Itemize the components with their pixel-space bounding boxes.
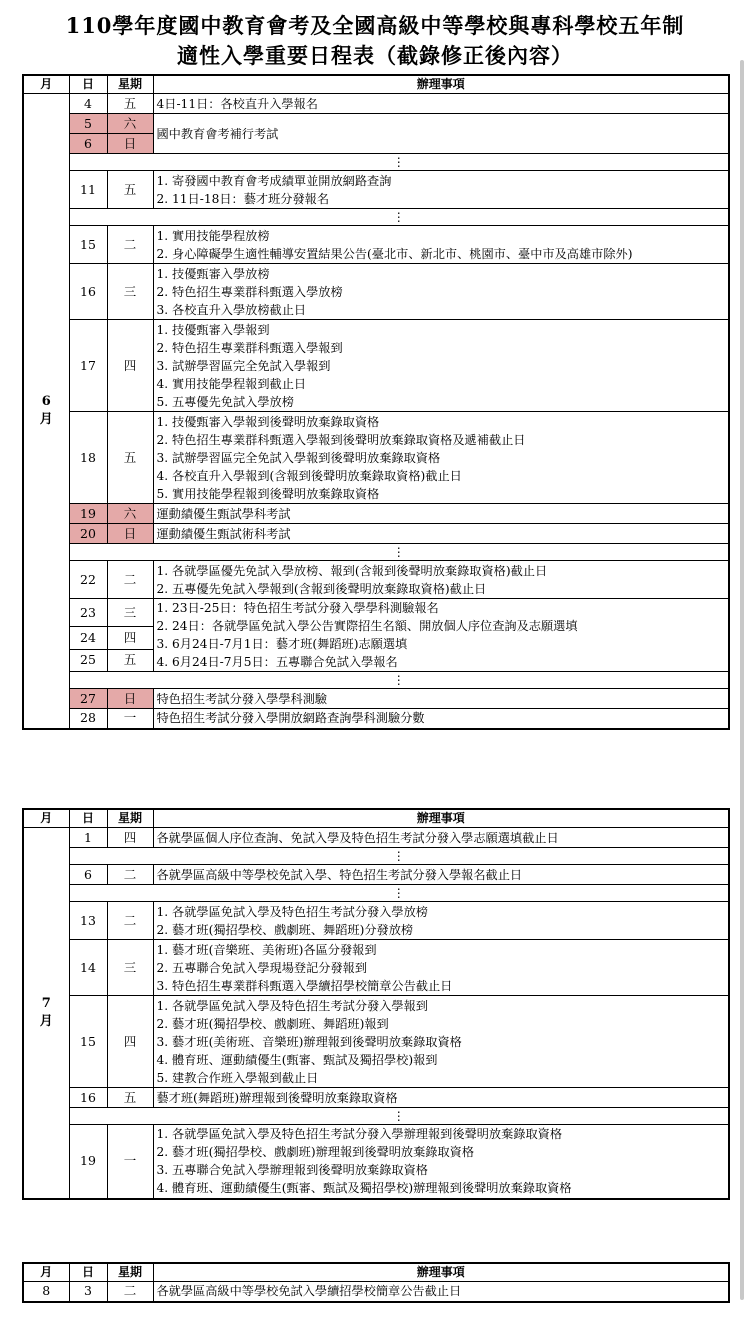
day-cell: 27 [69,689,107,709]
header-weekday: 星期 [107,1263,153,1282]
header-day: 日 [69,75,107,94]
header-weekday: 星期 [107,75,153,94]
event-cell [153,1088,729,1108]
table-row [23,1282,729,1302]
header-weekday: 星期 [107,809,153,828]
table-row [23,94,729,114]
event-cell [153,561,729,599]
weekday-cell: 四 [107,996,153,1088]
weekday-cell: 日 [107,134,153,154]
event-item: 1. 各就學區優先免試入學放榜、報到(含報到後聲明放棄錄取資格)截止日 [156,563,548,578]
month-cell: 7 月 [23,828,69,1199]
july-schedule-table [22,808,730,1200]
ellipsis-row [23,672,729,689]
ellipsis-cell: ⋮ [69,544,729,561]
event-cell [153,320,729,412]
event-item: 運動績優生甄試術科考試 [156,526,291,541]
day-cell: 1 [69,828,107,848]
header-day: 日 [69,1263,107,1282]
weekday-cell: 二 [107,865,153,885]
header-items: 辦理事項 [153,75,729,94]
weekday-cell: 日 [107,689,153,709]
day-cell: 23 [69,599,107,627]
august-schedule-table [22,1262,730,1303]
event-item: 3. 特色招生專業群科甄選入學續招學校簡章公告截止日 [156,978,453,993]
ellipsis-row [23,1108,729,1125]
event-item: 2. 身心障礙學生適性輔導安置結果公告(臺北市、新北市、桃園市、臺中市及高雄市除外) [156,246,633,261]
weekday-cell: 三 [107,940,153,996]
event-item: 3. 試辦學習區完全免試入學報到 [156,358,331,373]
event-item: 1. 藝才班(音樂班、美術班)各區分發報到 [156,942,377,957]
day-cell: 13 [69,902,107,940]
weekday-cell: 日 [107,524,153,544]
june-schedule-table [22,74,730,730]
day-cell: 25 [69,649,107,671]
event-item: 3. 6月24日-7月1日：藝才班(舞蹈班)志願選填 [156,637,408,651]
event-cell [153,412,729,504]
event-cell [153,828,729,848]
table-row [23,226,729,264]
event-cell [153,902,729,940]
day-cell: 17 [69,320,107,412]
event-item: 運動績優生甄試學科考試 [156,506,291,521]
day-cell: 3 [69,1282,107,1302]
page-title-line2: 適性入學重要日程表（截錄修正後內容） [177,43,573,68]
event-cell [153,996,729,1088]
event-item: 2. 11日-18日：藝才班分發報名 [156,191,330,206]
table-row [23,524,729,544]
day-cell: 16 [69,1088,107,1108]
header-items: 辦理事項 [153,809,729,828]
ellipsis-row [23,209,729,226]
month-cell: 8 [23,1282,69,1302]
event-item: 各就學區高級中等學校免試入學、特色招生考試分發入學報名截止日 [156,867,523,882]
table-row [23,709,729,729]
header-month: 月 [23,75,69,94]
ellipsis-cell: ⋮ [69,209,729,226]
weekday-cell: 三 [107,264,153,320]
table-row [23,171,729,209]
event-item: 3. 試辦學習區完全免試入學報到後聲明放棄錄取資格 [156,450,441,465]
ellipsis-cell: ⋮ [69,1108,729,1125]
page-title-line1: 110學年度國中教育會考及全國高級中等學校與專科學校五年制 [65,13,685,38]
header-day: 日 [69,809,107,828]
event-cell [153,114,729,154]
weekday-cell: 五 [107,94,153,114]
event-item: 5. 五專優先免試入學放榜 [156,394,294,409]
event-item: 2. 特色招生專業群科甄選入學報到後聲明放棄錄取資格及遞補截止日 [156,432,526,447]
event-item: 藝才班(舞蹈班)辦理報到後聲明放棄錄取資格 [156,1090,398,1105]
weekday-cell: 二 [107,1282,153,1302]
weekday-cell: 五 [107,1088,153,1108]
weekday-cell: 二 [107,226,153,264]
event-item: 4. 6月24日-7月5日：五專聯合免試入學報名 [156,655,398,669]
event-item: 2. 五專優先免試入學報到(含報到後聲明放棄錄取資格)截止日 [156,581,487,596]
table-row [23,689,729,709]
event-item: 2. 五專聯合免試入學現場登記分發報到 [156,960,368,975]
day-cell: 6 [69,134,107,154]
event-item: 2. 特色招生專業群科甄選入學報到 [156,340,343,355]
day-cell: 15 [69,226,107,264]
table-row [23,828,729,848]
scrollbar[interactable] [740,60,744,1300]
table-row [23,114,729,134]
ellipsis-row [23,544,729,561]
event-item: 1. 各就學區免試入學及特色招生考試分發入學辦理報到後聲明放棄錄取資格 [156,1127,563,1142]
day-cell: 19 [69,504,107,524]
weekday-cell: 三 [107,599,153,627]
event-item: 特色招生考試分發入學開放網路查詢學科測驗分數 [156,711,425,726]
day-cell: 5 [69,114,107,134]
table-row [23,865,729,885]
ellipsis-cell: ⋮ [69,672,729,689]
event-item: 特色招生考試分發入學學科測驗 [156,691,328,706]
event-cell [153,264,729,320]
event-item: 1. 寄發國中教育會考成績單並開放網路查詢 [156,173,392,188]
weekday-cell: 四 [107,320,153,412]
table-row [23,1125,729,1199]
table-row [23,599,729,627]
event-cell: 各就學區高級中等學校免試入學續招學校簡章公告截止日 [153,1282,729,1302]
event-item: 1. 23日-25日：特色招生考試分發入學學科測驗報名 [156,601,439,615]
event-item: 3. 藝才班(美術班、音樂班)辦理報到後聲明放棄錄取資格 [156,1034,462,1049]
weekday-cell: 五 [107,171,153,209]
event-item: 4. 體育班、運動績優生(甄審、甄試及獨招學校)報到 [156,1052,438,1067]
weekday-cell: 一 [107,1125,153,1199]
event-item: 2. 藝才班(獨招學校、戲劇班、舞蹈班)分發放榜 [156,922,414,937]
event-item: 各就學區個人序位查詢、免試入學及特色招生考試分發入學志願選填截止日 [156,830,559,845]
event-cell [153,504,729,524]
event-item: 1. 各就學區免試入學及特色招生考試分發入學報到 [156,998,428,1013]
event-item: 2. 24日：各就學區免試入學公告實際招生名額、開放個人序位查詢及志願選填 [156,619,578,633]
event-item: 4. 各校直升入學報到(含報到後聲明放棄錄取資格)截止日 [156,468,462,483]
event-item: 1. 各就學區免試入學及特色招生考試分發入學放榜 [156,904,428,919]
day-cell: 11 [69,171,107,209]
ellipsis-row [23,885,729,902]
event-cell [153,940,729,996]
weekday-cell: 二 [107,902,153,940]
event-item: 1. 技優甄審入學報到後聲明放棄錄取資格 [156,414,380,429]
event-item: 1. 實用技能學程放榜 [156,228,270,243]
day-cell: 19 [69,1125,107,1199]
header-month: 月 [23,809,69,828]
event-cell [153,689,729,709]
weekday-cell: 六 [107,114,153,134]
event-cell [153,865,729,885]
event-cell [153,709,729,729]
event-item: 1. 技優甄審入學放榜 [156,266,270,281]
header-items: 辦理事項 [153,1263,729,1282]
ellipsis-cell: ⋮ [69,154,729,171]
event-item: 5. 建教合作班入學報到截止日 [156,1070,319,1085]
weekday-cell: 四 [107,828,153,848]
day-cell: 4 [69,94,107,114]
event-item: 3. 各校直升入學放榜截止日 [156,302,307,317]
header-month: 月 [23,1263,69,1282]
event-item: 4. 體育班、運動績優生(甄審、甄試及獨招學校)辦理報到後聲明放棄錄取資格 [156,1181,572,1196]
weekday-cell: 五 [107,412,153,504]
event-item: 2. 特色招生專業群科甄選入學放榜 [156,284,343,299]
event-item: 2. 藝才班(獨招學校、戲劇班、舞蹈班)報到 [156,1016,389,1031]
table-row [23,504,729,524]
table-row [23,996,729,1088]
event-item: 3. 五專聯合免試入學辦理報到後聲明放棄錄取資格 [156,1163,428,1178]
event-cell [153,1125,729,1199]
day-cell: 14 [69,940,107,996]
day-cell: 28 [69,709,107,729]
day-cell: 6 [69,865,107,885]
weekday-cell: 四 [107,627,153,649]
event-cell [153,226,729,264]
event-item: 4. 實用技能學程報到截止日 [156,376,307,391]
table-row [23,561,729,599]
ellipsis-cell: ⋮ [69,885,729,902]
day-cell: 16 [69,264,107,320]
day-cell: 22 [69,561,107,599]
weekday-cell: 六 [107,504,153,524]
table-row [23,320,729,412]
ellipsis-cell: ⋮ [69,848,729,865]
weekday-cell: 二 [107,561,153,599]
event-item: 5. 實用技能學程報到後聲明放棄錄取資格 [156,486,380,501]
table-row [23,412,729,504]
event-cell [153,94,729,114]
event-item: 4日-11日：各校直升入學報名 [156,96,318,111]
ellipsis-row [23,848,729,865]
weekday-cell: 五 [107,649,153,671]
event-item: 2. 藝才班(獨招學校、戲劇班)辦理報到後聲明放棄錄取資格 [156,1145,475,1160]
event-item: 國中教育會考補行考試 [156,126,279,141]
table-row [23,940,729,996]
day-cell: 20 [69,524,107,544]
table-row [23,902,729,940]
day-cell: 15 [69,996,107,1088]
event-cell [153,524,729,544]
ellipsis-row [23,154,729,171]
event-cell [153,171,729,209]
month-cell: 6 月 [23,94,69,729]
event-item: 1. 技優甄審入學報到 [156,322,270,337]
day-cell: 24 [69,627,107,649]
weekday-cell: 一 [107,709,153,729]
day-cell: 18 [69,412,107,504]
event-cell [153,599,729,672]
table-row [23,1088,729,1108]
table-row [23,264,729,320]
